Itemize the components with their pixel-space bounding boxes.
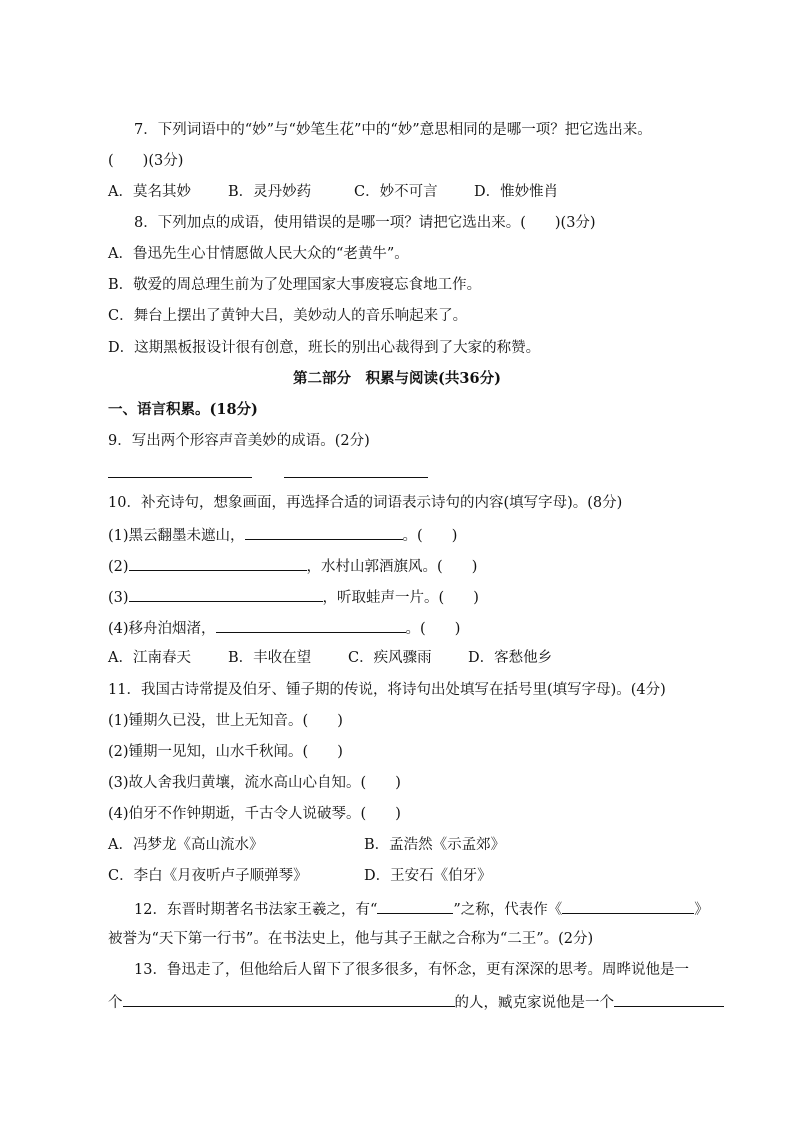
q11-options-row-1 (108, 835, 505, 855)
q13-l2-pre: 个 (108, 995, 123, 1011)
q12-post: 》 (694, 902, 709, 918)
q7-stem: 7．下列词语中的“妙”与“妙笔生花”中的“妙”意思相同的是哪一项？把它选出来。 (134, 122, 652, 138)
q13-l2-mid: 的人，臧克家说他是一个 (454, 995, 614, 1011)
q11-option-c: C．李白《月夜听卢子顺弹琴》 (108, 868, 308, 884)
q9-blank-2[interactable] (284, 462, 428, 478)
q8-option-a: A．鲁迅先生心甘情愿做人民大众的“老黄牛”。 (108, 246, 409, 262)
q13-blank-1[interactable] (123, 991, 455, 1007)
q10-line-3-pre: (3) (108, 590, 129, 606)
q11-line-2: (2)锺期一见知，山水千秋闻。( ) (108, 744, 343, 760)
q7-option-b: B．灵丹妙药 (228, 184, 312, 200)
q11-line-3: (3)故人舍我归黄壤，流水高山心自知。( ) (108, 775, 401, 791)
q11-option-a: A．冯梦龙《高山流水》 (108, 837, 264, 853)
q12-pre: 12．东晋时期著名书法家王羲之，有“ (134, 902, 378, 918)
q13-line-2 (108, 991, 724, 1013)
q8-option-b: B．敬爱的周总理生前为了处理国家大事废寝忘食地工作。 (108, 277, 482, 293)
q10-blank-4[interactable] (216, 617, 406, 633)
q7-options (108, 182, 558, 202)
q12-line-2: 被誉为“天下第一行书”。在书法史上，他与其子王献之合称为“二王”。(2分) (108, 931, 594, 947)
q12-mid: ”之称，代表作《 (453, 902, 563, 918)
q10-option-b: B．丰收在望 (228, 650, 312, 666)
q9-blank-1[interactable] (108, 462, 252, 478)
q12-blank-2[interactable] (562, 898, 694, 914)
q12-line-1 (134, 898, 709, 920)
q10-blank-1[interactable] (245, 524, 403, 540)
q10-option-a: A．江南春天 (108, 650, 191, 666)
q10-line-4-post: 。( ) (405, 621, 461, 637)
q8-option-c: C．舞台上摆出了黄钟大吕，美妙动人的音乐响起来了。 (108, 308, 468, 324)
q8-stem: 8．下列加点的成语，使用错误的是哪一项？请把它选出来。( )(3分) (134, 215, 596, 231)
q10-line-4-pre: (4)移舟泊烟渚， (108, 621, 216, 637)
q13-blank-2[interactable] (614, 991, 724, 1007)
q10-line-2-post: ，水村山郭酒旗风。( ) (306, 559, 478, 575)
q11-stem: 11．我国古诗常提及伯牙、锺子期的传说，将诗句出处填写在括号里(填写字母)。(4分) (108, 682, 666, 698)
q10-line-1-post: 。( ) (402, 528, 458, 544)
q8-option-d: D．这期黑板报设计很有创意，班长的别出心裁得到了大家的称赞。 (108, 340, 541, 356)
q12-blank-1[interactable] (377, 898, 453, 914)
q10-line-4 (108, 617, 460, 639)
q11-option-b: B．孟浩然《示孟郊》 (364, 837, 506, 853)
part2-title: 第二部分 积累与阅读(共36分) (293, 370, 501, 387)
q10-line-2 (108, 555, 477, 577)
q10-line-3-post: ，听取蛙声一片。( ) (322, 590, 479, 606)
q10-option-c: C．疾风骤雨 (348, 650, 432, 666)
q7-answer-paren: ( )(3分) (108, 153, 184, 169)
q9-blanks (108, 462, 428, 484)
q10-option-d: D．客愁他乡 (468, 650, 553, 666)
q10-stem: 10．补充诗句，想象画面，再选择合适的词语表示诗句的内容(填写字母)。(8分) (108, 495, 623, 511)
q10-blank-2[interactable] (129, 555, 307, 571)
q10-line-3 (108, 586, 479, 608)
q11-line-1: (1)锺期久已没，世上无知音。( ) (108, 713, 343, 729)
q10-blank-3[interactable] (129, 586, 323, 602)
q7-option-c: C．妙不可言 (354, 184, 438, 200)
q10-options (108, 648, 552, 668)
q7-option-d: D．惟妙惟肖 (474, 184, 559, 200)
q13-line-1: 13．鲁迅走了，但他给后人留下了很多很多，有怀念，更有深深的思考。周晔说他是一 (134, 962, 689, 978)
q11-line-4: (4)伯牙不作钟期逝，千古令人说破琴。( ) (108, 806, 401, 822)
section1-heading: 一、语言积累。(18分) (108, 401, 258, 418)
q10-line-2-pre: (2) (108, 559, 129, 575)
q10-line-1 (108, 524, 457, 546)
q11-options-row-2 (108, 866, 492, 886)
q7-option-a: A．莫名其妙 (108, 184, 191, 200)
q10-line-1-pre: (1)黑云翻墨未遮山， (108, 528, 245, 544)
q9-stem: 9．写出两个形容声音美妙的成语。(2分) (108, 433, 370, 449)
q11-option-d: D．王安石《伯牙》 (364, 868, 492, 884)
